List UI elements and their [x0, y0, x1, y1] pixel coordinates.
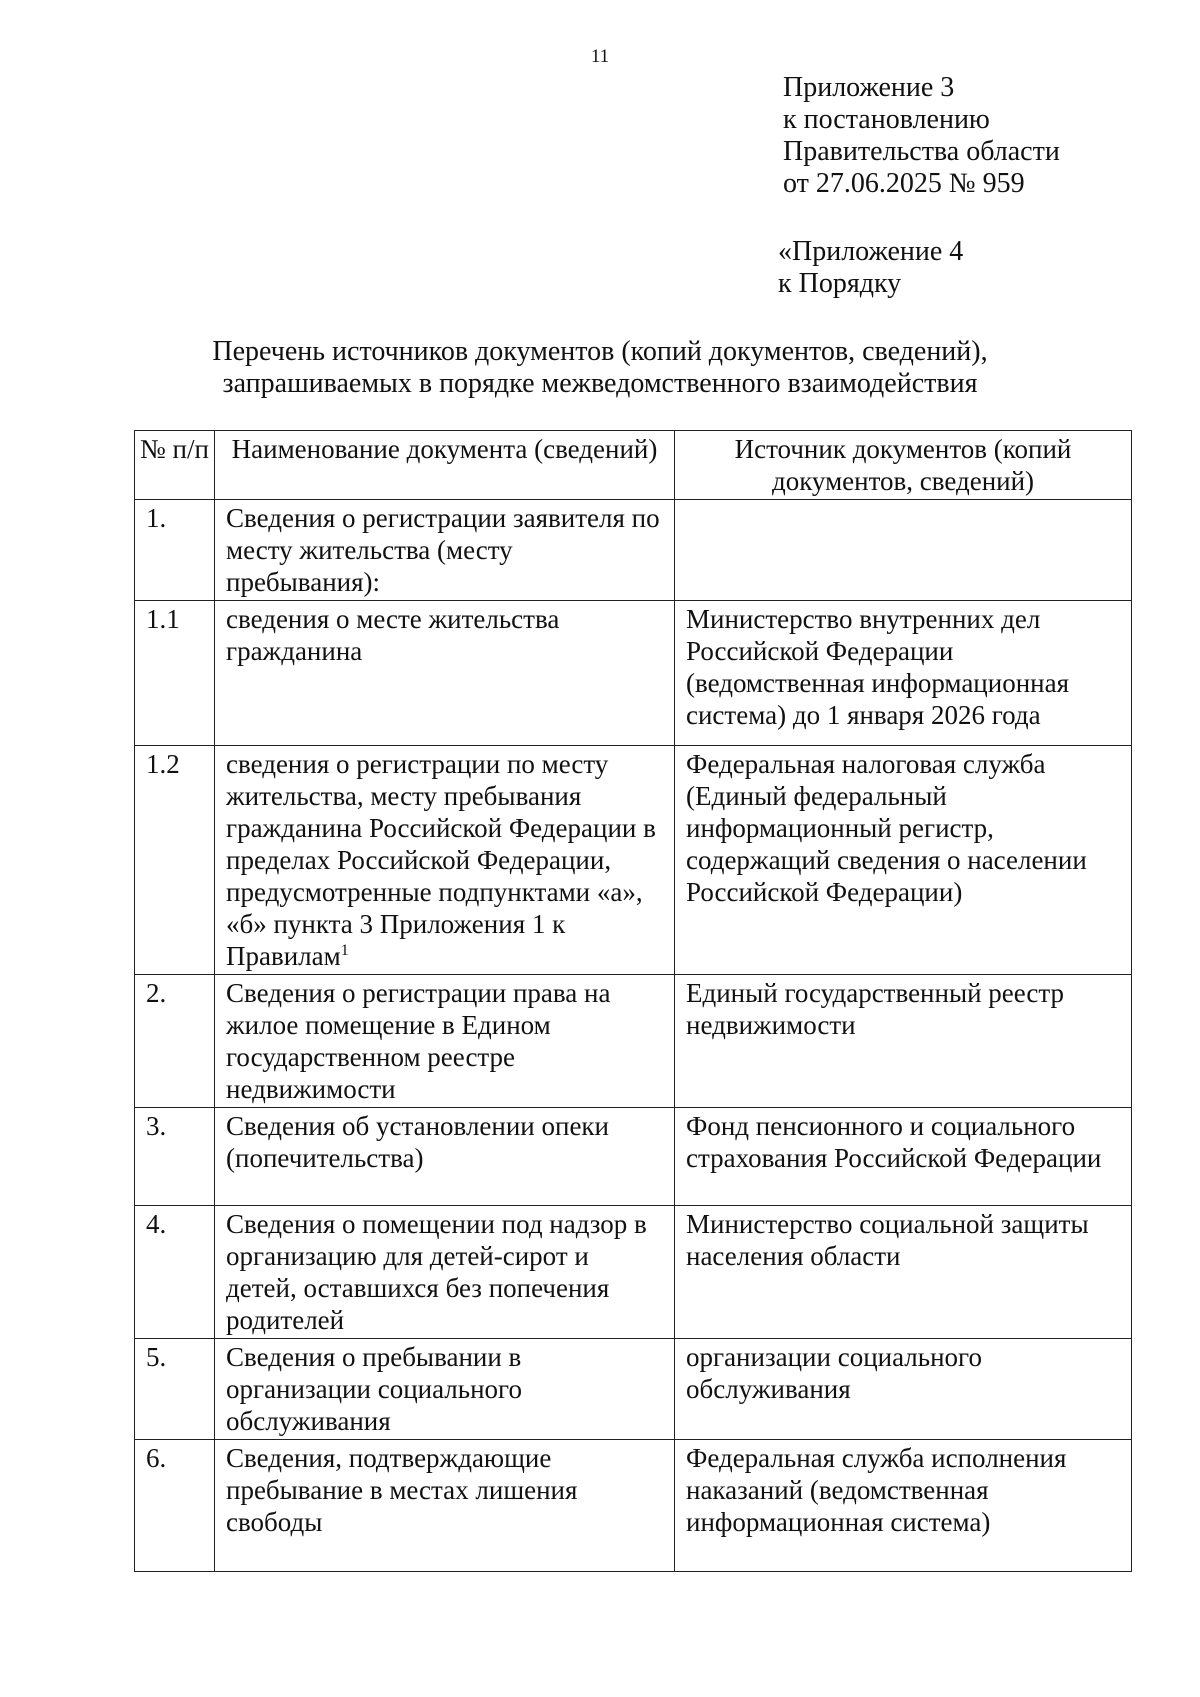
- row-name: Сведения, подтверждающие пребывание в местах лишения свободы: [215, 1440, 675, 1572]
- row-source: Министерство внутренних дел Российской Федерации (ведомственная информационная система) до 1 января 2026 года: [675, 601, 1132, 746]
- page-number: 11: [590, 46, 610, 67]
- approval-line: Приложение 3: [783, 72, 955, 103]
- approval-line: к постановлению: [783, 104, 990, 135]
- approval-line: от 27.06.2025 № 959: [783, 168, 1025, 199]
- row-number: 6.: [135, 1440, 215, 1572]
- row-source: организации социального обслуживания: [675, 1339, 1132, 1440]
- row-name: Сведения о помещении под надзор в организацию для детей-сирот и детей, оставшихся без попечения родителей: [215, 1206, 675, 1339]
- row-name: сведения о месте жительства гражданина: [215, 601, 675, 746]
- header-number: № п/п: [135, 431, 215, 500]
- sources-table: [134, 430, 1132, 1572]
- row-source: Федеральная налоговая служба (Единый федеральный информационный регистр, содержащий сведения о населении Российской Федерации): [675, 746, 1132, 975]
- row-number: 1.: [135, 500, 215, 601]
- table-row: [135, 1339, 1132, 1440]
- table-row: [135, 746, 1132, 975]
- table-row: [135, 1440, 1132, 1572]
- table-row: [135, 975, 1132, 1108]
- footnote-mark: 1: [340, 942, 349, 959]
- appendix-line: к Порядку: [778, 268, 902, 299]
- appendix-block: [778, 236, 963, 300]
- table-row: [135, 500, 1132, 601]
- document-title: [150, 336, 1050, 400]
- header-source: Источник документов (копий документов, сведений): [675, 431, 1132, 500]
- title-line: Перечень источников документов (копий документов, сведений),: [212, 336, 988, 367]
- row-number: 3.: [135, 1108, 215, 1206]
- row-name-text: сведения о регистрации по месту жительства, месту пребывания гражданина Российской Федерации в пределах Российской Федерации, предусмотренные подпунктами «а», «б» пункта 3 Приложения 1 к Правилам: [226, 749, 656, 971]
- header-name: Наименование документа (сведений): [215, 431, 675, 500]
- table-row: [135, 1108, 1132, 1206]
- table-row: [135, 1206, 1132, 1339]
- row-number: 1.2: [135, 746, 215, 975]
- row-name: Сведения о пребывании в организации социального обслуживания: [215, 1339, 675, 1440]
- row-number: 5.: [135, 1339, 215, 1440]
- row-source: Единый государственный реестр недвижимости: [675, 975, 1132, 1108]
- table-header-row: [135, 431, 1132, 500]
- row-name: Сведения о регистрации заявителя по месту жительства (месту пребывания):: [215, 500, 675, 601]
- row-number: 4.: [135, 1206, 215, 1339]
- row-name: [215, 746, 675, 975]
- row-name: Сведения о регистрации права на жилое помещение в Едином государственном реестре недвижимости: [215, 975, 675, 1108]
- row-number: 2.: [135, 975, 215, 1108]
- appendix-line: «Приложение 4: [778, 236, 964, 267]
- title-line: запрашиваемых в порядке межведомственного взаимодействия: [222, 368, 978, 399]
- row-source: Федеральная служба исполнения наказаний (ведомственная информационная система): [675, 1440, 1132, 1572]
- row-number: 1.1: [135, 601, 215, 746]
- row-source: Министерство социальной защиты населения области: [675, 1206, 1132, 1339]
- approval-line: Правительства области: [783, 136, 1060, 167]
- table-row: [135, 601, 1132, 746]
- row-name: Сведения об установлении опеки (попечительства): [215, 1108, 675, 1206]
- approval-block: [783, 72, 1060, 200]
- row-source: [675, 500, 1132, 601]
- row-source: Фонд пенсионного и социального страхования Российской Федерации: [675, 1108, 1132, 1206]
